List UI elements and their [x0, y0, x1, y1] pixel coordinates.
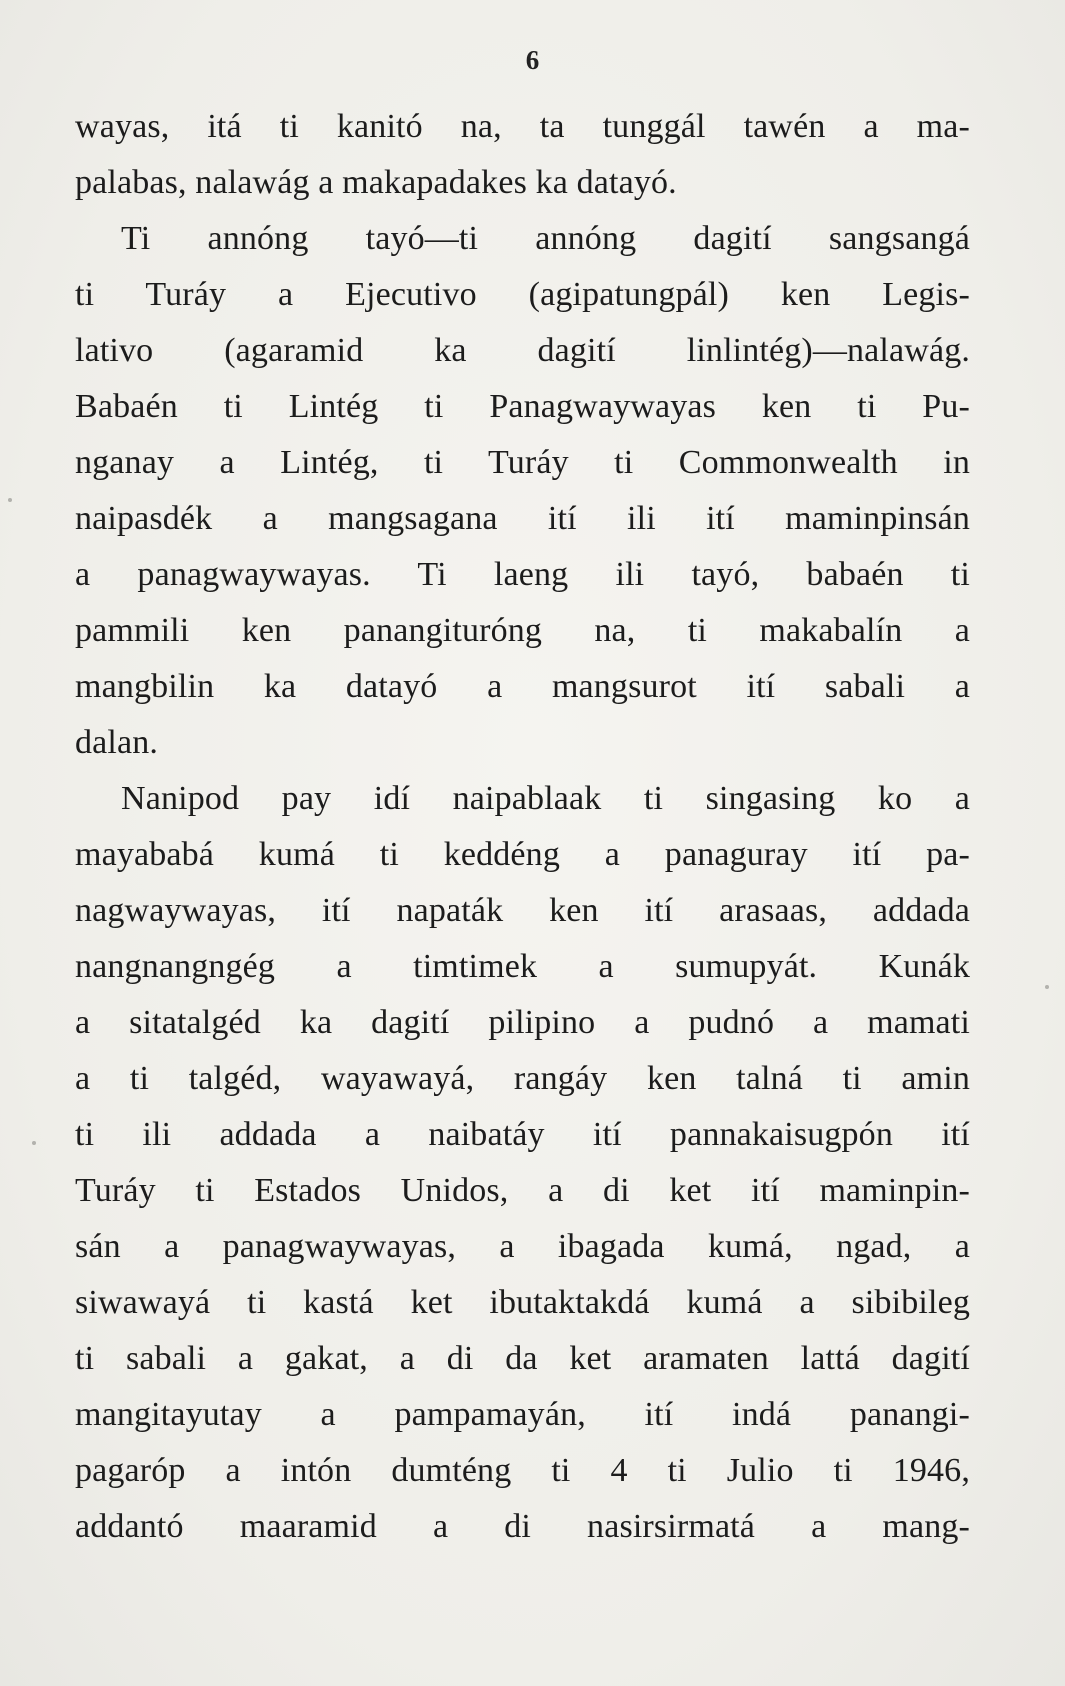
text-line: siwawayá ti kastá ket ibutaktakdá kumá a sibibileg: [75, 1284, 970, 1321]
text-line: naipasdék a mangsagana ití ili ití maminpinsán: [75, 500, 970, 537]
text-line: ti Turáy a Ejecutivo (agipatungpál) ken Legis-: [75, 276, 970, 313]
text-line: dalan.: [75, 724, 159, 761]
paragraph: [75, 211, 970, 771]
text-line: wayas, itá ti kanitó na, ta tunggál tawén a ma-: [75, 108, 970, 145]
print-speck: [1045, 985, 1049, 989]
body-text: [75, 99, 970, 1555]
paragraph: [75, 771, 970, 1555]
text-line: nganay a Lintég, ti Turáy ti Commonwealth in: [75, 444, 970, 481]
text-line: palabas, nalawág a makapadakes ka datayó.: [75, 164, 677, 201]
text-line: ti sabali a gakat, a di da ket aramaten lattá dagití: [75, 1340, 970, 1377]
text-line: nangnangngég a timtimek a sumupyát. Kunák: [75, 948, 970, 985]
text-line: a panagwaywayas. Ti laeng ili tayó, babaén ti: [75, 556, 970, 593]
text-line: Ti annóng tayó—ti annóng dagití sangsangá: [121, 220, 970, 257]
print-speck: [8, 498, 12, 502]
text-line: addantó maaramid a di nasirsirmatá a mang-: [75, 1508, 970, 1545]
text-line: nagwaywayas, ití napaták ken ití arasaas, addada: [75, 892, 970, 929]
text-line: mangitayutay a pampamayán, ití indá panangi-: [75, 1396, 970, 1433]
text-line: ti ili addada a naibatáy ití pannakaisugpón ití: [75, 1116, 970, 1153]
text-line: a ti talgéd, wayawayá, rangáy ken talná ti amin: [75, 1060, 970, 1097]
text-line: Turáy ti Estados Unidos, a di ket ití maminpin-: [75, 1172, 970, 1209]
text-line: Babaén ti Lintég ti Panagwaywayas ken ti Pu-: [75, 388, 970, 425]
text-line: pagaróp a intón dumténg ti 4 ti Julio ti 1946,: [75, 1452, 970, 1489]
text-line: a sitatalgéd ka dagití pilipino a pudnó a mamati: [75, 1004, 970, 1041]
text-line: Nanipod pay idí naipablaak ti singasing ko a: [121, 780, 970, 817]
text-line: mayababá kumá ti keddéng a panaguray ití pa-: [75, 836, 970, 873]
page-number: 6: [525, 45, 540, 75]
print-speck: [32, 1141, 36, 1145]
text-line: pammili ken panangituróng na, ti makabalín a: [75, 612, 970, 649]
text-line: mangbilin ka datayó a mangsurot ití sabali a: [75, 668, 970, 705]
text-line: lativo (agaramid ka dagití linlintég)—nalawág.: [75, 332, 970, 369]
paragraph: [75, 99, 970, 211]
text-line: sán a panagwaywayas, a ibagada kumá, ngad, a: [75, 1228, 970, 1265]
